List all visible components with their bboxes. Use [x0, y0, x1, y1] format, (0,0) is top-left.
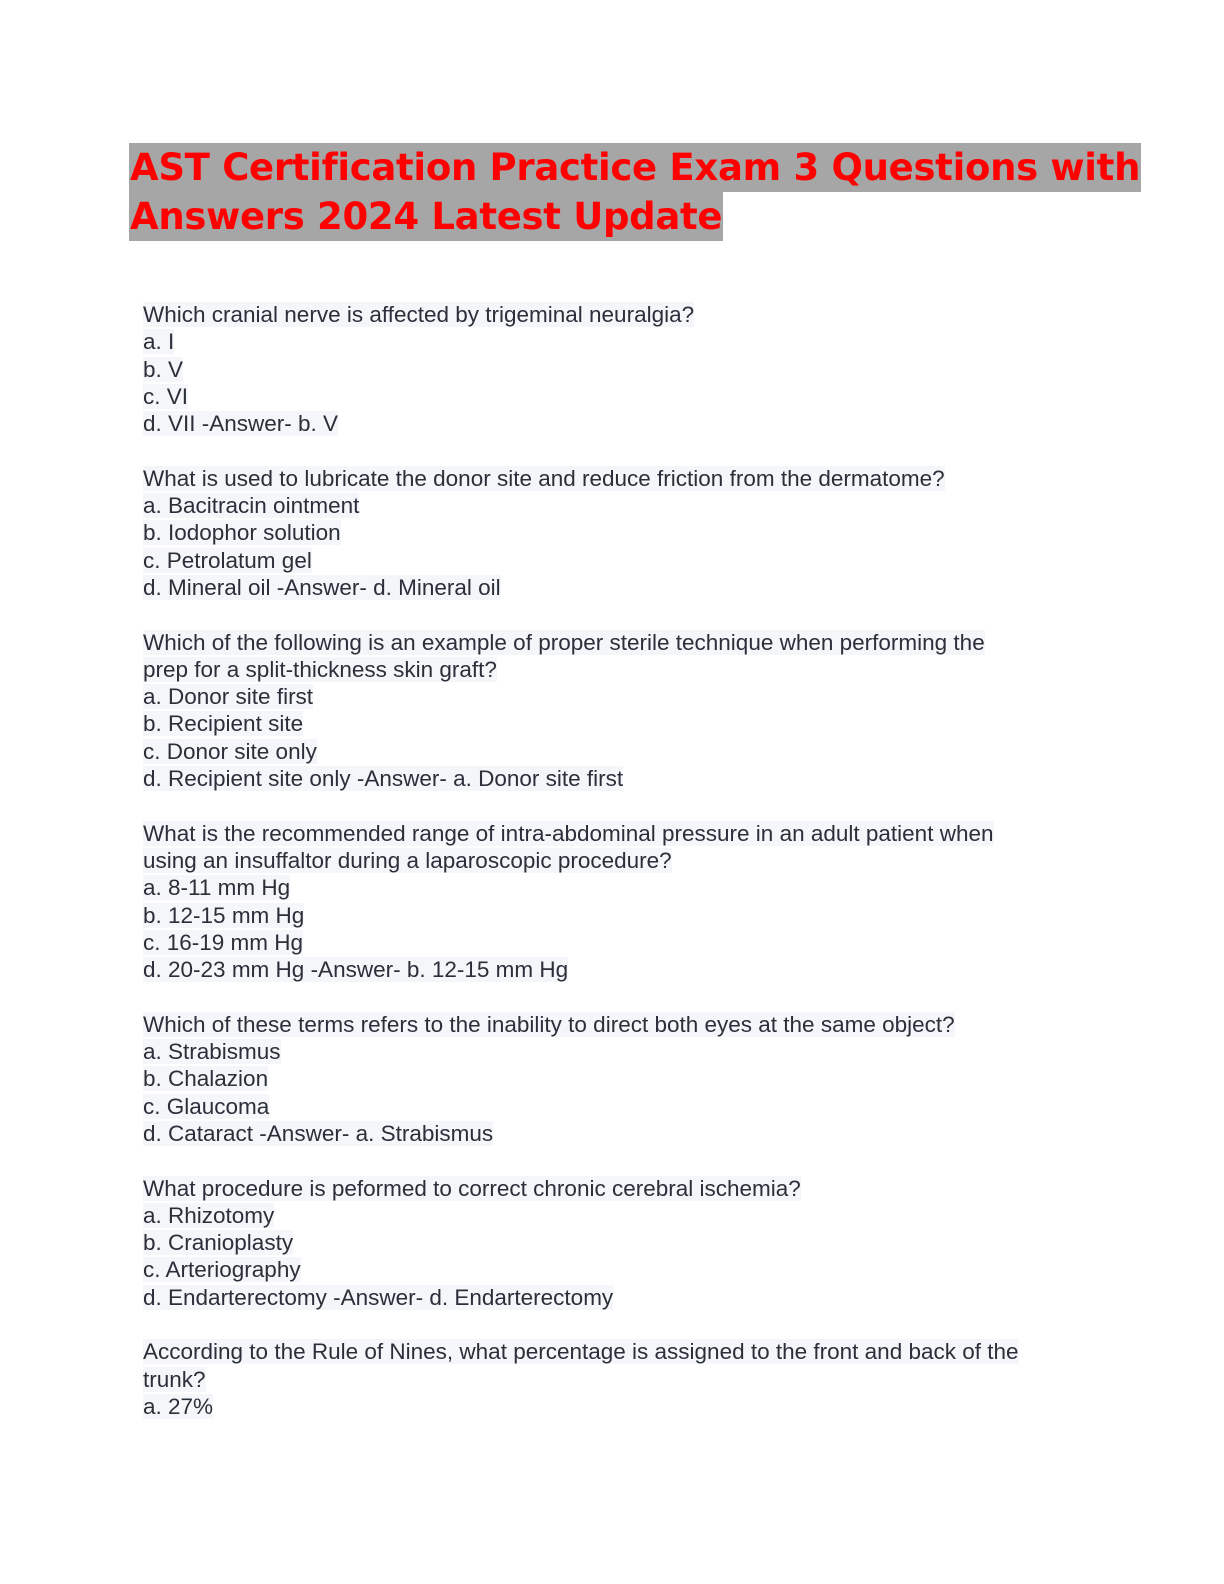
question-text: Which of these terms refers to the inability to direct both eyes at the same object?: [143, 1011, 955, 1037]
answer-option: a. I: [143, 329, 175, 355]
answer-option: b. V: [143, 356, 184, 382]
answer-option: a. 8-11 mm Hg: [143, 875, 291, 901]
question-block-5: [143, 1011, 1083, 1147]
question-text: Which cranial nerve is affected by trigeminal neuralgia?: [143, 302, 695, 327]
answer-option: a. Strabismus: [143, 1039, 281, 1065]
question-text: What is used to lubricate the donor site and reduce friction from the dermatome?: [143, 465, 945, 491]
answer-option: a. Donor site first: [143, 684, 314, 710]
answer-option: a. Rhizotomy: [143, 1202, 275, 1228]
question-text: prep for a split-thickness skin graft?: [143, 656, 497, 682]
answer-option: b. Cranioplasty: [143, 1230, 294, 1256]
question-text: using an insuffaltor during a laparoscopic procedure?: [143, 847, 672, 873]
answer-option: c. Petrolatum gel: [143, 547, 312, 573]
answer-option: c. VI: [143, 383, 189, 409]
answer-option-with-answer: d. Cataract -Answer- a. Strabismus: [143, 1120, 494, 1146]
answer-option: a. 27%: [143, 1393, 214, 1419]
answer-option-with-answer: d. Recipient site only -Answer- a. Donor site first: [143, 766, 624, 792]
answer-option: b. 12-15 mm Hg: [143, 902, 305, 928]
answer-option: c. 16-19 mm Hg: [143, 929, 304, 955]
title-line-2: Answers 2024 Latest Update: [129, 192, 723, 241]
answer-option: a. Bacitracin ointment: [143, 493, 360, 519]
question-text: What procedure is peformed to correct chronic cerebral ischemia?: [143, 1175, 801, 1201]
answer-option: b. Iodophor solution: [143, 520, 341, 546]
question-text: What is the recommended range of intra-abdominal pressure in an adult patient when: [143, 820, 994, 846]
document-title: [129, 143, 1141, 241]
answer-option: b. Chalazion: [143, 1066, 269, 1092]
question-block-6: [143, 1175, 1083, 1311]
answer-option: c. Arteriography: [143, 1257, 301, 1283]
question-block-2: [143, 465, 1083, 601]
question-text: trunk?: [143, 1366, 206, 1392]
question-block-3: [143, 629, 1083, 793]
answer-option-with-answer: d. VII -Answer- b. V: [143, 411, 339, 437]
answer-option: b. Recipient site: [143, 711, 304, 737]
answer-option: c. Glaucoma: [143, 1093, 270, 1119]
question-block-1: [143, 301, 1083, 437]
question-text: According to the Rule of Nines, what percentage is assigned to the front and back of the: [143, 1339, 1019, 1365]
question-block-4: [143, 820, 1083, 984]
answer-option-with-answer: d. 20-23 mm Hg -Answer- b. 12-15 mm Hg: [143, 957, 569, 983]
question-block-7: [143, 1338, 1083, 1420]
answer-option: c. Donor site only: [143, 738, 317, 764]
question-text: Which of the following is an example of proper sterile technique when performing the: [143, 629, 985, 655]
question-list: [143, 301, 1083, 1447]
answer-option-with-answer: d. Mineral oil -Answer- d. Mineral oil: [143, 574, 501, 600]
title-line-1: AST Certification Practice Exam 3 Questions with: [129, 143, 1141, 192]
answer-option-with-answer: d. Endarterectomy -Answer- d. Endarterectomy: [143, 1284, 614, 1310]
